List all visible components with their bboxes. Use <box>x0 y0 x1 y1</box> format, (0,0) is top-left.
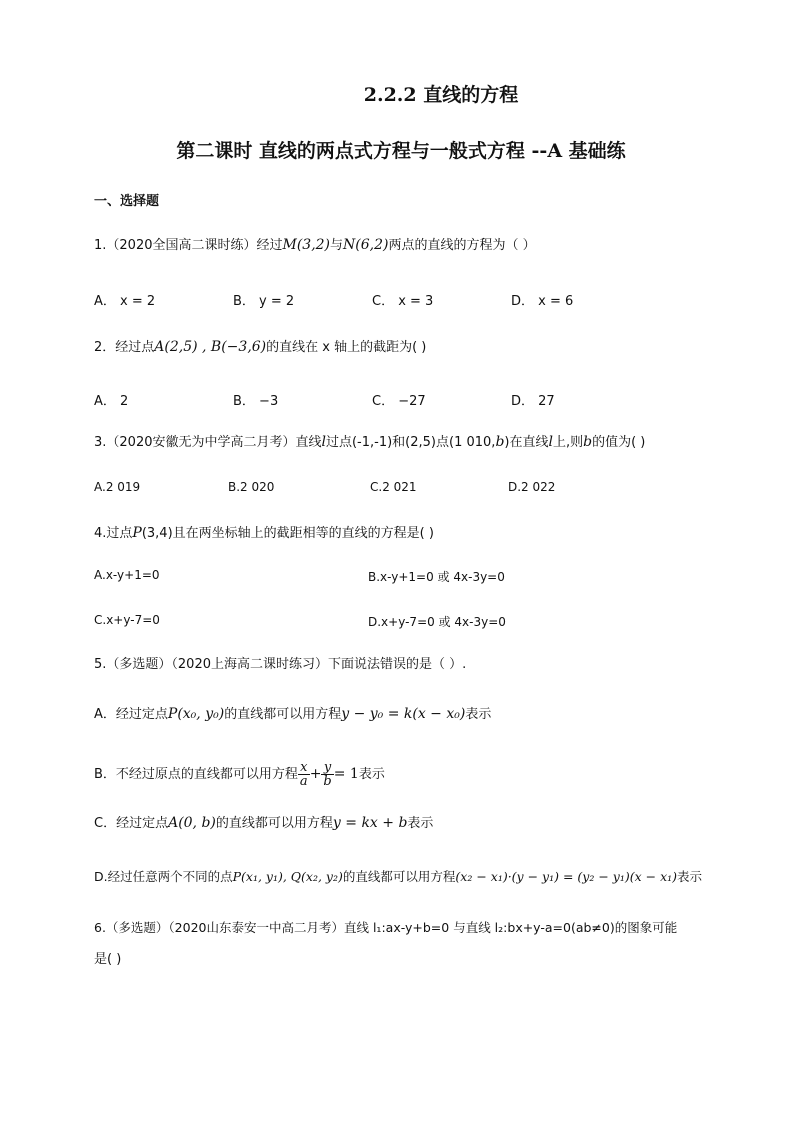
q2-option-d: D． 27 <box>511 394 555 409</box>
q1-option-a: A． x = 2 <box>94 294 156 309</box>
q4-option-b: B.x-y+1=0 或 4x-3y=0 <box>368 570 505 584</box>
q5-option-c: C．经过定点A(0, b)的直线都可以用方程y = kx + b表示 <box>94 815 434 831</box>
q5-option-d: D.经过任意两个不同的点P(x₁, y₁), Q(x₂, y₂)的直线都可以用方程(x₂ − x₁)·(y − y₁) = (y₂ − y₁)(x − x₁)表示 <box>94 869 703 884</box>
q3-option-c: C.2 021 <box>370 480 417 494</box>
question-5: 5.（多选题）（2020上海高二课时练习）下面说法错误的是（ ）. <box>94 657 467 672</box>
q1-option-c: C． x = 3 <box>372 294 434 309</box>
fraction-x-over-a: $\frac{x}{a}$ <box>299 760 308 789</box>
q4-option-c: C.x+y-7=0 <box>94 613 160 627</box>
page-title: 2.2.2 直线的方程 <box>363 84 519 106</box>
fraction-y-over-b: $\frac{y}{b}$ <box>323 760 332 789</box>
q1-option-d: D． x = 6 <box>511 294 574 309</box>
q4-option-d: D.x+y-7=0 或 4x-3y=0 <box>368 615 506 629</box>
q5-option-b: B．不经过原点的直线都可以用方程 $\frac{x}{a}$ + $\frac{y}{b}$ = 1表示 <box>94 760 385 789</box>
question-6-continued: 是( ) <box>94 952 122 967</box>
q3-option-a: A.2 019 <box>94 480 141 494</box>
section-heading: 一、选择题 <box>94 194 160 209</box>
q2-option-b: B． −3 <box>233 394 279 409</box>
q1-option-b: B． y = 2 <box>233 294 295 309</box>
q2-option-a: A． 2 <box>94 394 129 409</box>
question-6: 6.（多选题）（2020山东泰安一中高二月考）直线 l₁:ax-y+b=0 与直线 l₂:bx+y-a=0(ab≠0)的图象可能 <box>94 920 678 935</box>
q3-option-d: D.2 022 <box>508 480 556 494</box>
q2-option-c: C． −27 <box>372 394 426 409</box>
question-1: 1.（2020全国高二课时练）经过M(3,2)与N(6,2)两点的直线的方程为（ ） <box>94 237 536 253</box>
question-2: 2．经过点A(2,5) , B(−3,6)的直线在 x 轴上的截距为( ) <box>94 339 427 355</box>
q5-option-a: A．经过定点P(x₀, y₀)的直线都可以用方程y − y₀ = k(x − x₀)表示 <box>94 706 492 722</box>
page-subtitle: 第二课时 直线的两点式方程与一般式方程 --A 基础练 <box>176 140 626 162</box>
question-3: 3.（2020安徽无为中学高二月考）直线l过点(-1,-1)和(2,5)点(1 010,b)在直线l上,则b的值为( ) <box>94 434 646 450</box>
question-4: 4.过点P(3,4)且在两坐标轴上的截距相等的直线的方程是( ) <box>94 525 434 541</box>
q4-option-a: A.x-y+1=0 <box>94 568 160 582</box>
q3-option-b: B.2 020 <box>228 480 275 494</box>
